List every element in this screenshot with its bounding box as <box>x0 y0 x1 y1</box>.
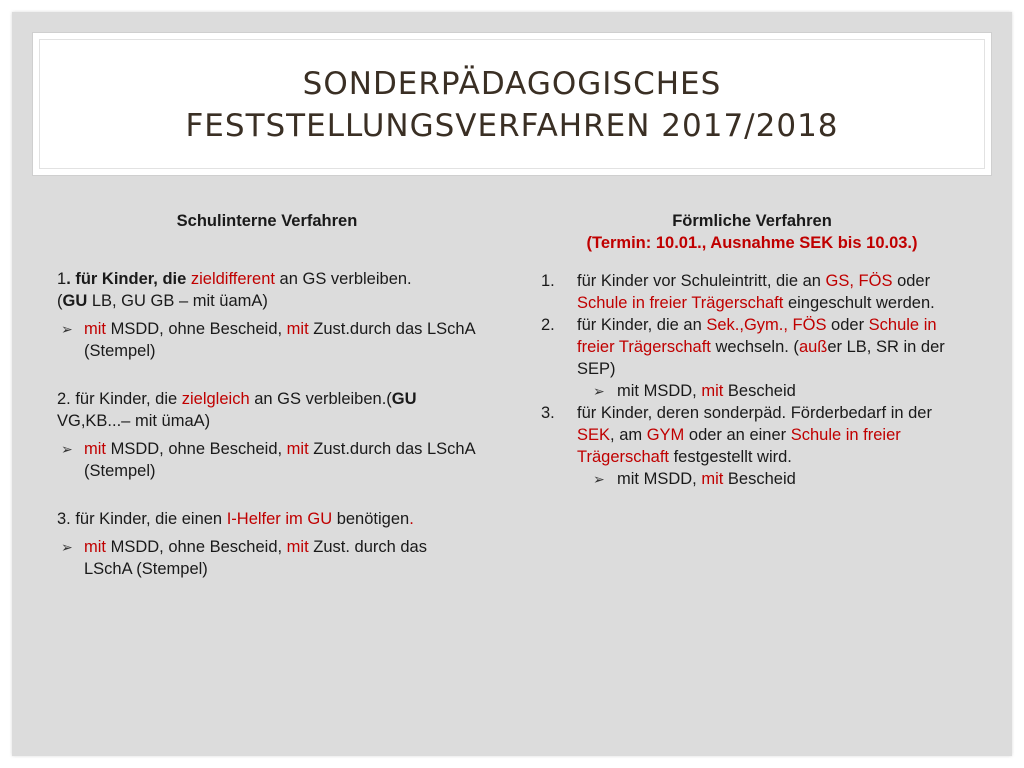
title-line-2: FESTSTELLUNGSVERFAHREN 2017/2018 <box>185 108 839 144</box>
title-line-1: SONDERPÄDAGOGISCHES <box>302 66 722 102</box>
left-item-3-bullet: ➢ mit MSDD, ohne Bescheid, mit Zust. durch das LSchA (Stempel) <box>61 538 427 578</box>
left-item-2: 2. für Kinder, die zielgleich an GS verbleiben.(GU VG,KB...– mit ümaA) <box>57 390 417 430</box>
left-item-1-bullet: ➢ mit MSDD, ohne Bescheid, mit Zust.durch das LSchA (Stempel) <box>61 320 475 360</box>
left-heading: Schulinterne Verfahren <box>176 212 358 230</box>
left-item-3: 3. für Kinder, die einen I-Helfer im GU benötigen. <box>57 510 414 528</box>
right-heading: Förmliche Verfahren (Termin: 10.01., Ausnahme SEK bis 10.03.) <box>537 210 967 254</box>
arrow-bullet-icon: ➢ <box>593 383 605 399</box>
right-item-2-bullet: ➢ mit MSDD, mit Bescheid <box>593 382 796 400</box>
right-item-2: 2. für Kinder, die an Sek.,Gym., FÖS oder Schule in freier Trägerschaft wechseln. (außer LB, SR in der SEP) <box>541 316 945 378</box>
slide-title <box>33 63 991 147</box>
left-item-2-bullet: ➢ mit MSDD, ohne Bescheid, mit Zust.durch das LSchA (Stempel) <box>61 440 475 480</box>
right-item-3: 3. für Kinder, deren sonderpäd. Förderbedarf in der SEK, am GYM oder an einer Schule in freier Trägerschaft festgestellt wird. <box>541 404 932 466</box>
right-column <box>537 210 967 490</box>
right-item-1: 1. für Kinder vor Schuleintritt, die an GS, FÖS oder Schule in freier Trägerschaft eingeschult werden. <box>541 272 935 312</box>
right-item-3-bullet: ➢ mit MSDD, mit Bescheid <box>593 470 796 488</box>
arrow-bullet-icon: ➢ <box>61 321 73 337</box>
right-subheading: (Termin: 10.01., Ausnahme SEK bis 10.03.) <box>586 234 918 252</box>
arrow-bullet-icon: ➢ <box>61 441 73 457</box>
arrow-bullet-icon: ➢ <box>593 471 605 487</box>
arrow-bullet-icon: ➢ <box>61 539 73 555</box>
title-box <box>32 32 992 176</box>
left-column <box>57 210 477 586</box>
left-item-1: 1. für Kinder, die zieldifferent an GS verbleiben. (GU LB, GU GB – mit üamA) <box>57 270 412 310</box>
